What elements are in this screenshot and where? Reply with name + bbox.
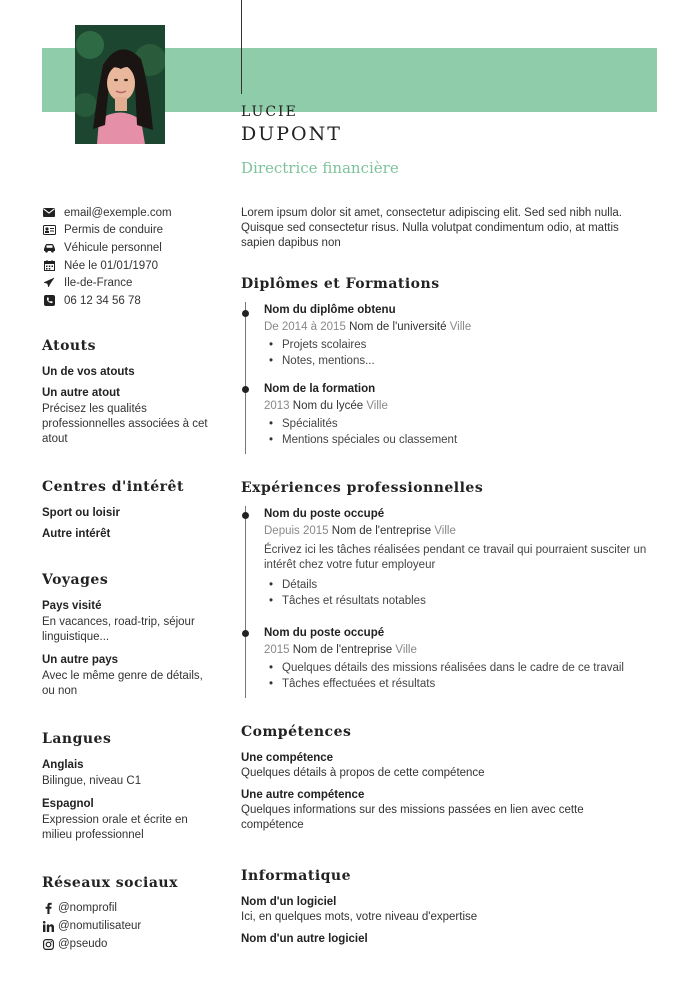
- diplomes-heading: Diplômes et Formations: [241, 276, 440, 292]
- experiences-section: [241, 480, 661, 690]
- reseaux-section: [42, 875, 212, 953]
- timeline-dot: [242, 386, 249, 393]
- phone-icon: [42, 295, 56, 307]
- car-icon: [42, 242, 56, 254]
- timeline-line: [245, 506, 246, 698]
- competence-item: Une compétence Quelques détails à propos de cette compétence: [241, 752, 485, 779]
- bullet-list: • Spécialités • Mentions spéciales ou classement: [264, 416, 664, 448]
- last-name: DUPONT: [241, 123, 342, 145]
- contact-location: Ile-de-France: [42, 274, 212, 292]
- interets-heading: Centres d'intérêt: [42, 479, 184, 495]
- contact-phone: 06 12 34 56 78: [42, 292, 212, 310]
- timeline-line: [245, 302, 246, 454]
- job-title: Directrice financière: [241, 159, 399, 177]
- competences-heading: Compétences: [241, 724, 352, 740]
- social-instagram[interactable]: @pseudo: [42, 935, 212, 953]
- logiciel-item: Nom d'un autre logiciel: [241, 933, 368, 945]
- voyages-heading: Voyages: [42, 572, 109, 588]
- social-facebook[interactable]: @nomprofil: [42, 899, 212, 917]
- instagram-icon: [42, 939, 54, 950]
- diplome-entry: Nom de la formation 2013 Nom du lycée Ville • Spécialités • Mentions spéciales ou classement: [264, 383, 664, 448]
- voyage-item: Un autre pays Avec le même genre de détails, ou non: [42, 654, 203, 697]
- atout-item: Un autre atout Précisez les qualités professionnelles associées à cet atout: [42, 387, 208, 445]
- contact-license: Permis de conduire: [42, 222, 212, 240]
- envelope-icon: [42, 207, 56, 219]
- contact-birthdate: Née le 01/01/1970: [42, 257, 212, 275]
- bullet-list: • Détails • Tâches et résultats notables: [264, 577, 664, 609]
- linkedin-icon: [42, 921, 54, 932]
- langues-heading: Langues: [42, 731, 112, 747]
- bullet-list: • Quelques détails des missions réalisées dans le cadre de ce travail • Tâches effectuées et résultats: [264, 660, 664, 692]
- atouts-heading: Atouts: [42, 338, 96, 354]
- plane-icon: [42, 277, 56, 289]
- logiciel-item: Nom d'un logiciel Ici, en quelques mots, votre niveau d'expertise: [241, 896, 478, 923]
- first-name: LUCIE: [241, 104, 298, 120]
- interets-section: [42, 479, 212, 546]
- timeline-dot: [242, 310, 249, 317]
- experiences-heading: Expériences professionnelles: [241, 480, 484, 496]
- langue-item: Anglais Bilingue, niveau C1: [42, 759, 142, 787]
- diplomes-section: [241, 276, 661, 446]
- contact-email: email@exemple.com: [42, 204, 212, 222]
- atout-item: Un de vos atouts: [42, 366, 135, 378]
- timeline-dot: [242, 630, 249, 637]
- calendar-icon: [42, 260, 56, 272]
- experience-entry: Nom du poste occupé 2015 Nom de l'entreprise Ville • Quelques détails des missions réalisées dans le cadre de ce travail • Tâches effectuées et résultats: [264, 627, 664, 692]
- langue-item: Espagnol Expression orale et écrite en milieu professionnel: [42, 798, 188, 841]
- left-column: [42, 204, 212, 950]
- informatique-heading: Informatique: [241, 868, 352, 884]
- voyages-section: [42, 572, 212, 705]
- contact-list: [42, 204, 212, 310]
- contact-vehicle: Véhicule personnel: [42, 239, 212, 257]
- diplome-entry: Nom du diplôme obtenu De 2014 à 2015 Nom de l'université Ville • Projets scolaires • Notes, mentions...: [264, 304, 664, 369]
- bullet-list: • Projets scolaires • Notes, mentions...: [264, 337, 664, 369]
- header-divider-line: [241, 0, 242, 94]
- timeline-dot: [242, 512, 249, 519]
- informatique-section: [241, 868, 661, 951]
- id-card-icon: [42, 224, 56, 236]
- competence-item: Une autre compétence Quelques informations sur des missions passées en lien avec cette compétence: [241, 789, 584, 831]
- social-list: [42, 899, 212, 953]
- profile-intro: Lorem ipsum dolor sit amet, consectetur adipiscing elit. Sed sed nibh nulla. Quisque sed consectetur risus. Nulla volutpat condimentum odio, at mattis sapien dapibus non: [241, 207, 622, 249]
- facebook-icon: [42, 902, 54, 914]
- reseaux-heading: Réseaux sociaux: [42, 875, 178, 891]
- interet-item: Sport ou loisir: [42, 507, 120, 519]
- social-linkedin[interactable]: @nomutilisateur: [42, 917, 212, 935]
- experience-entry: Nom du poste occupé Depuis 2015 Nom de l'entreprise Ville Écrivez ici les tâches réalisées pendant ce travail qui pourraient susciter un intérêt chez votre futur employeur • Détails • Tâches et résultats notables: [264, 508, 664, 609]
- profile-photo: [75, 25, 165, 144]
- competences-section: [241, 724, 661, 839]
- voyage-item: Pays visité En vacances, road-trip, séjour linguistique...: [42, 600, 195, 643]
- atouts-section: [42, 338, 212, 453]
- interet-item: Autre intérêt: [42, 528, 111, 540]
- langues-section: [42, 731, 212, 849]
